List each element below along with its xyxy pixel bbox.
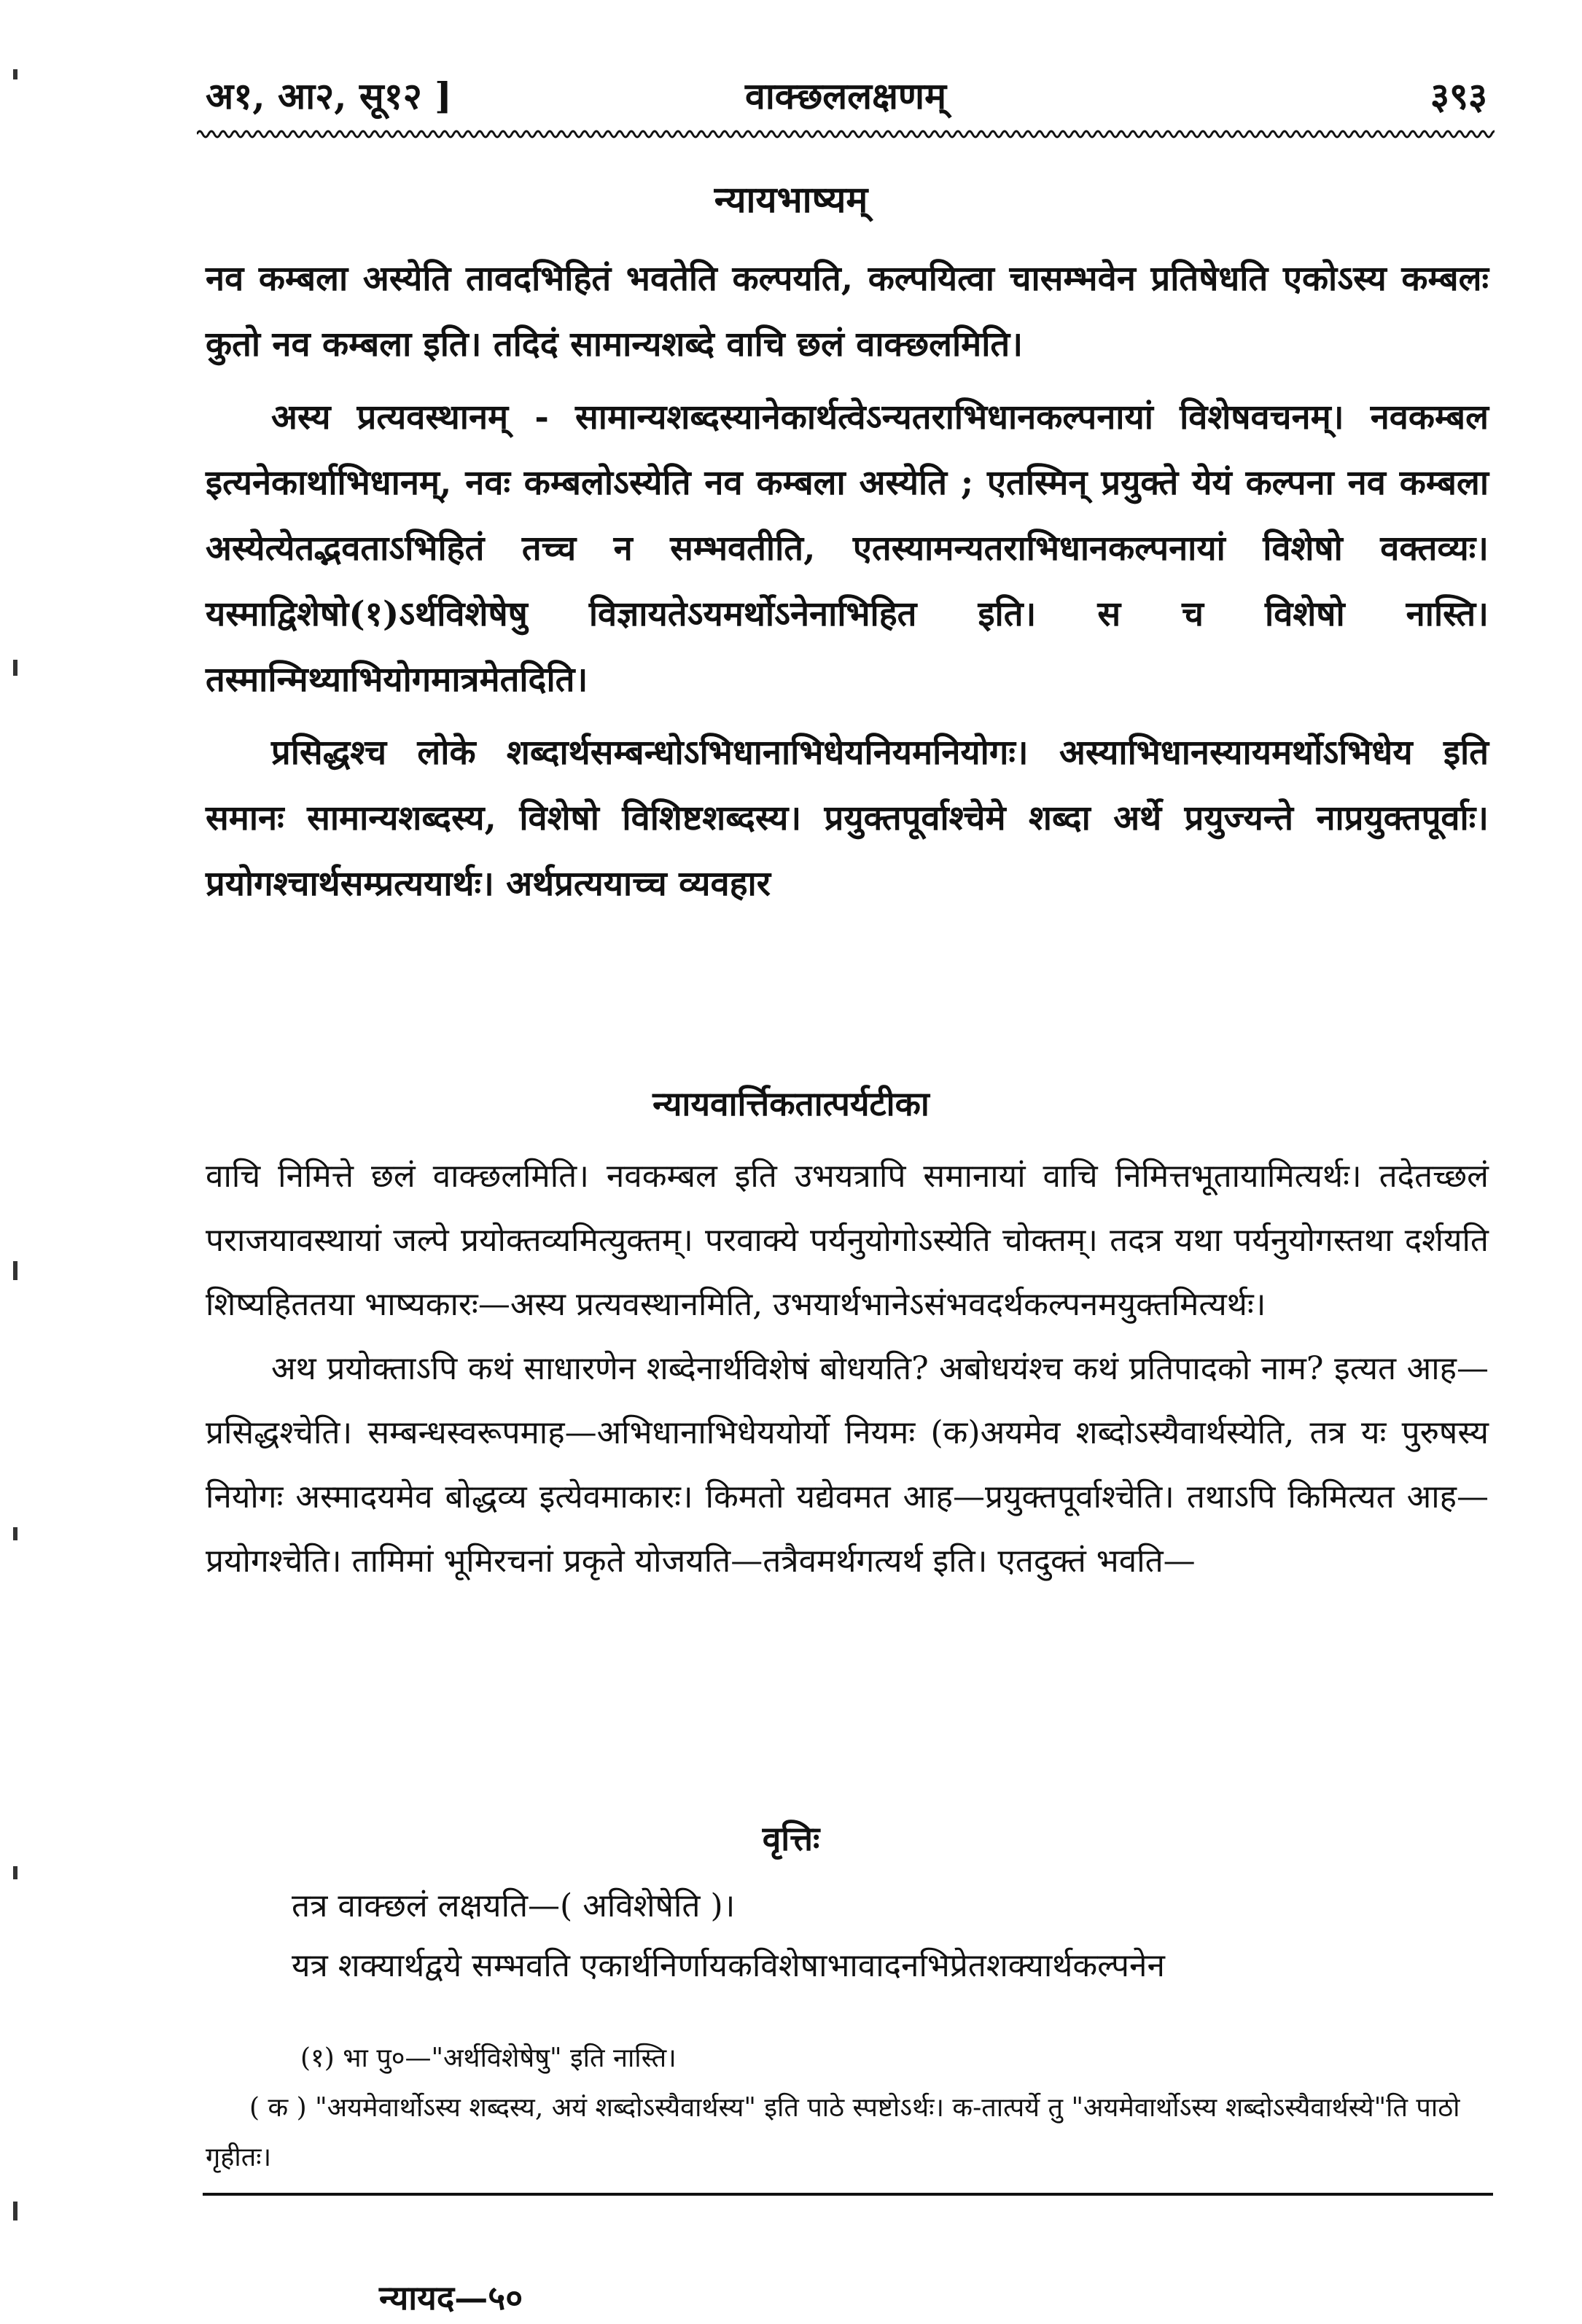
bhashya-paragraph-1: नव कम्बला अस्येति तावदभिहितं भवतेति कल्पयति, कल्पयित्वा चासम्भवेन प्रतिषेधति एकोऽस्य कम्बलः कुतो नव कम्बला इति। तदिदं सामान्यशब्दे वाचि छलं वाक्छलमिति। <box>206 259 1489 364</box>
margin-mark <box>13 69 17 79</box>
footnote-1: (१) भा पु०—"अर्थविशेषेषु" इति नास्ति। <box>300 2043 677 2073</box>
vrtti-line-2: यत्र शक्यार्थद्वये सम्भवति एकार्थनिर्णायकविशेषाभावादनभिप्रेतशक्यार्थकल्पनेन <box>292 1947 1165 1984</box>
wavy-divider <box>197 125 1495 143</box>
footnote-rule <box>203 2193 1493 2196</box>
margin-mark <box>13 2202 17 2220</box>
bhashya-paragraph-3: प्रसिद्धश्च लोके शब्दार्थसम्बन्धोऽभिधानाभिधेयनियमनियोगः। अस्याभिधानस्यायमर्थोऽभिधेय इति समानः सामान्यशब्दस्य, विशेषो विशिष्टशब्दस्य। प्रयुक्तपूर्वाश्चेमे शब्दा अर्थे प्रयुज्यन्ते नाप्रयुक्तपूर्वाः। प्रयोगश्चार्थसम्प्रत्ययार्थः। अर्थप्रत्ययाच्च व्यवहार <box>206 733 1489 904</box>
margin-mark <box>13 660 17 676</box>
tika-paragraph-1: वाचि निमित्ते छलं वाक्छलमिति। नवकम्बल इति उभयत्रापि समानायां वाचि निमित्तभूतायामित्यर्थः। तदेतच्छलं पराजयावस्थायां जल्पे प्रयोक्तव्यमित्युक्तम्। परवाक्ये पर्यनुयोगोऽस्येति चोक्तम्। तदत्र यथा पर्यनुयोगस्तथा दर्शयति शिष्यहिततया भाष्यकारः—अस्य प्रत्यवस्थानमिति, उभयार्थभानेऽसंभवदर्थकल्पनमयुक्तमित्यर्थः। <box>206 1158 1489 1323</box>
bhashya-paragraph-2: अस्य प्रत्यवस्थानम् - सामान्यशब्दस्यानेकार्थत्वेऽन्यतराभिधानकल्पनायां विशेषवचनम्। नवकम्बल इत्यनेकार्थाभिधानम्, नवः कम्बलोऽस्येति नव कम्बला अस्येति ; एतस्मिन् प्रयुक्ते येयं कल्पना नव कम्बला अस्येत्येतद्भवताऽभिहितं तच्च न सम्भवतीति, एतस्यामन्यतराभिधानकल्पनायां विशेषो वक्तव्यः। यस्माद्विशेषो(१)ऽर्थविशेषेषु विज्ञायतेऽयमर्थोऽनेनाभिहित इति। स च विशेषो नास्ति। तस्मान्मिथ्याभियोगमात्रमेतदिति। <box>206 397 1489 700</box>
margin-mark <box>13 1261 17 1280</box>
vrtti-text <box>292 1876 1495 1996</box>
header-section-ref: अ१, आ२, सू१२ ] <box>206 74 452 117</box>
tika-paragraph-2: अथ प्रयोक्ताऽपि कथं साधारणेन शब्देनार्थविशेषं बोधयति? अबोधयंश्च कथं प्रतिपादको नाम? इत्यत आह—प्रसिद्धश्चेति। सम्बन्धस्वरूपमाह—अभिधानाभिधेययोर्यो नियमः (क)अयमेव शब्दोऽस्यैवार्थस्येति, तत्र यः पुरुषस्य नियोगः अस्मादयमेव बोद्धव्य इत्येवमाकारः। किमतो यद्येवमत आह—प्रयुक्तपूर्वाश्चेति। तथाऽपि किमित्यत आह—प्रयोगश्चेति। तामिमां भूमिरचनां प्रकृते योजयति—तत्रैवमर्थगत्यर्थ इति। एतदुक्तं भवति— <box>206 1350 1489 1580</box>
vrtti-line-1: तत्र वाक्छलं लक्षयति—( अविशेषेति )। <box>292 1887 736 1925</box>
bhashya-heading: न्यायभाष्यम् <box>714 178 868 221</box>
tika-heading: न्यायवार्त्तिकतात्पर्यटीका <box>652 1084 930 1123</box>
bhashya-text <box>206 246 1489 917</box>
running-header <box>197 70 1495 128</box>
margin-mark <box>13 1527 17 1540</box>
footnotes <box>206 2034 1489 2183</box>
vrtti-heading: वृत्तिः <box>762 1819 820 1858</box>
tika-text <box>206 1145 1489 1594</box>
header-title: वाक्छललक्षणम् <box>745 74 946 117</box>
margin-mark <box>13 1866 17 1879</box>
page-number: ३९३ <box>1430 74 1487 117</box>
footnote-k: ( क ) "अयमेवार्थोऽस्य शब्दस्य, अयं शब्दोऽस्यैवार्थस्य" इति पाठे स्पष्टोऽर्थः। क-तात्पर्ये तु "अयमेवार्थोऽस्य शब्दोऽस्यैवार्थस्ये"ति पाठो गृहीतः। <box>206 2093 1460 2172</box>
signature-mark: न्यायद—५० <box>379 2278 523 2317</box>
